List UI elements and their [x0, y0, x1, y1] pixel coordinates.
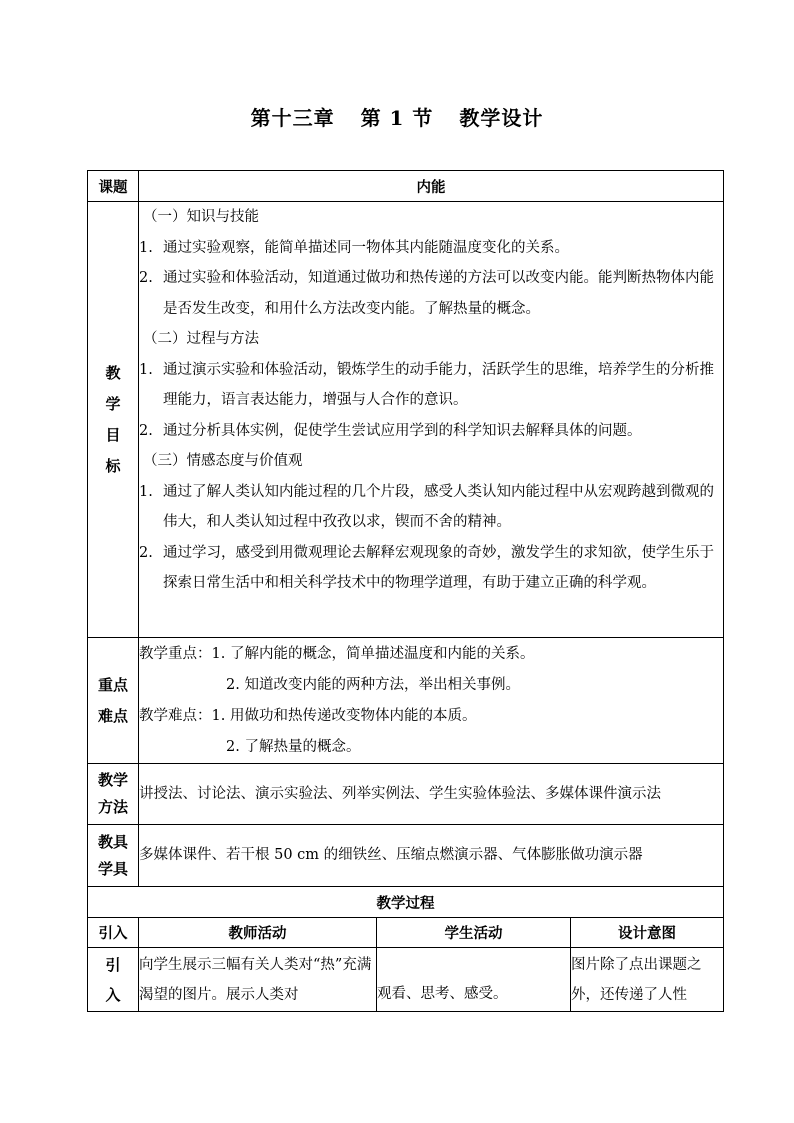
keypoints-content — [139, 638, 724, 764]
list-item — [139, 416, 723, 447]
item-text: 通过演示实验和体验活动，锻炼学生的动手能力，活跃学生的思维，培养学生的分析推理能力，语言表达能力，增强与人合作的意识。 — [163, 361, 714, 408]
item-text: 通过实验观察，能简单描述同一物体其内能随温度变化的关系。 — [163, 239, 569, 256]
objectives-label-char: 教 — [105, 363, 121, 382]
tools-row — [88, 825, 724, 887]
item-text: 通过学习，感受到用微观理论去解释宏观现象的奇妙，激发学生的求知欲，使学生乐于探索日常生活中和相关科学技术中的物理学道理，有助于建立正确的科学观。 — [163, 544, 714, 591]
title-doc: 教学设计 — [459, 106, 544, 130]
item-number: 2. — [139, 544, 153, 561]
section-heading: （三）情感态度与价值观 — [143, 453, 303, 469]
focus-line — [139, 639, 723, 670]
process-heading-row — [88, 887, 724, 918]
keypoints-label — [88, 638, 139, 764]
keypoints-label-line: 难点 — [97, 706, 128, 725]
section-heading: （一）知识与技能 — [143, 209, 259, 225]
page-title — [0, 102, 794, 131]
methods-label-line: 方法 — [97, 798, 128, 816]
column-header: 设计意图 — [571, 918, 724, 948]
course-label: 课题 — [88, 171, 139, 202]
methods-label-line: 教学 — [97, 771, 128, 789]
focus-item: 1. 了解内能的概念，简单描述温度和内能的关系。 — [211, 645, 535, 662]
item-number: 2. — [139, 270, 153, 286]
design-intent: 图片除了点出课题之外，还传递了人性 — [571, 948, 724, 1012]
tools-label-line: 教具 — [97, 832, 128, 851]
difficulty-label: 教学难点： — [139, 707, 212, 724]
tools-value: 多媒体课件、若干根 50 cm 的细铁丝、压缩点燃演示器、气体膨胀做功演示器 — [139, 825, 724, 887]
objectives-label-char: 目 — [105, 425, 121, 444]
focus-label: 教学重点： — [139, 645, 212, 662]
item-text: 通过分析具体实例，促使学生尝试应用学到的科学知识去解释具体的问题。 — [163, 422, 642, 439]
lesson-plan-table — [87, 170, 724, 1012]
keypoints-label-line: 重点 — [97, 675, 128, 694]
difficulty-line — [139, 701, 723, 732]
objectives-label — [88, 202, 139, 638]
list-item — [139, 263, 723, 324]
tools-label-line: 学具 — [97, 859, 128, 878]
list-item — [139, 538, 723, 599]
stage-label-char: 引 — [105, 955, 121, 974]
keypoints-row — [88, 638, 724, 764]
objectives-label-char: 学 — [105, 394, 121, 413]
list-item — [139, 355, 723, 416]
title-section: 第 1 节 — [360, 106, 434, 130]
item-number: 1. — [139, 239, 153, 256]
item-number: 2. — [139, 422, 153, 439]
stage-label — [88, 948, 139, 1012]
column-header: 学生活动 — [377, 918, 571, 948]
stage-label-char: 入 — [105, 985, 121, 1004]
methods-value: 讲授法、讨论法、演示实验法、列举实例法、学生实验体验法、多媒体课件演示法 — [139, 764, 724, 825]
column-header: 引入 — [88, 918, 139, 948]
teacher-activity: 向学生展示三幅有关人类对“热”充满渴望的图片。展示人类对 — [139, 948, 377, 1012]
difficulty-item: 1. 用做功和热传递改变物体内能的本质。 — [211, 707, 477, 724]
column-header: 教师活动 — [139, 918, 377, 948]
process-heading: 教学过程 — [88, 887, 724, 918]
title-chapter: 第十三章 — [250, 106, 335, 130]
objectives-row — [88, 202, 724, 638]
process-header-row — [88, 918, 724, 948]
list-item — [139, 477, 723, 538]
methods-row — [88, 764, 724, 825]
item-text: 通过了解人类认知内能过程的几个片段，感受人类认知内能过程中从宏观跨越到微观的伟大，和人类认知过程中孜孜以求，锲而不舍的精神。 — [163, 483, 714, 530]
course-row — [88, 171, 724, 202]
list-item — [139, 233, 723, 264]
objectives-content — [139, 202, 724, 638]
item-number: 1. — [139, 361, 153, 378]
table-row — [88, 948, 724, 1012]
section-heading: （二）过程与方法 — [143, 331, 259, 347]
objectives-label-char: 标 — [105, 456, 121, 475]
item-text: 通过实验和体验活动，知道通过做功和热传递的方法可以改变内能。能判断热物体内能是否发生改变，和用什么方法改变内能。了解热量的概念。 — [163, 270, 714, 317]
course-value: 内能 — [139, 171, 724, 202]
item-number: 1. — [139, 483, 153, 500]
focus-item: 2. 知道改变内能的两种方法，举出相关事例。 — [226, 676, 520, 693]
student-activity: 观看、思考、感受。 — [377, 948, 571, 1012]
methods-label — [88, 764, 139, 825]
difficulty-item: 2. 了解热量的概念。 — [226, 738, 361, 755]
tools-label — [88, 825, 139, 887]
